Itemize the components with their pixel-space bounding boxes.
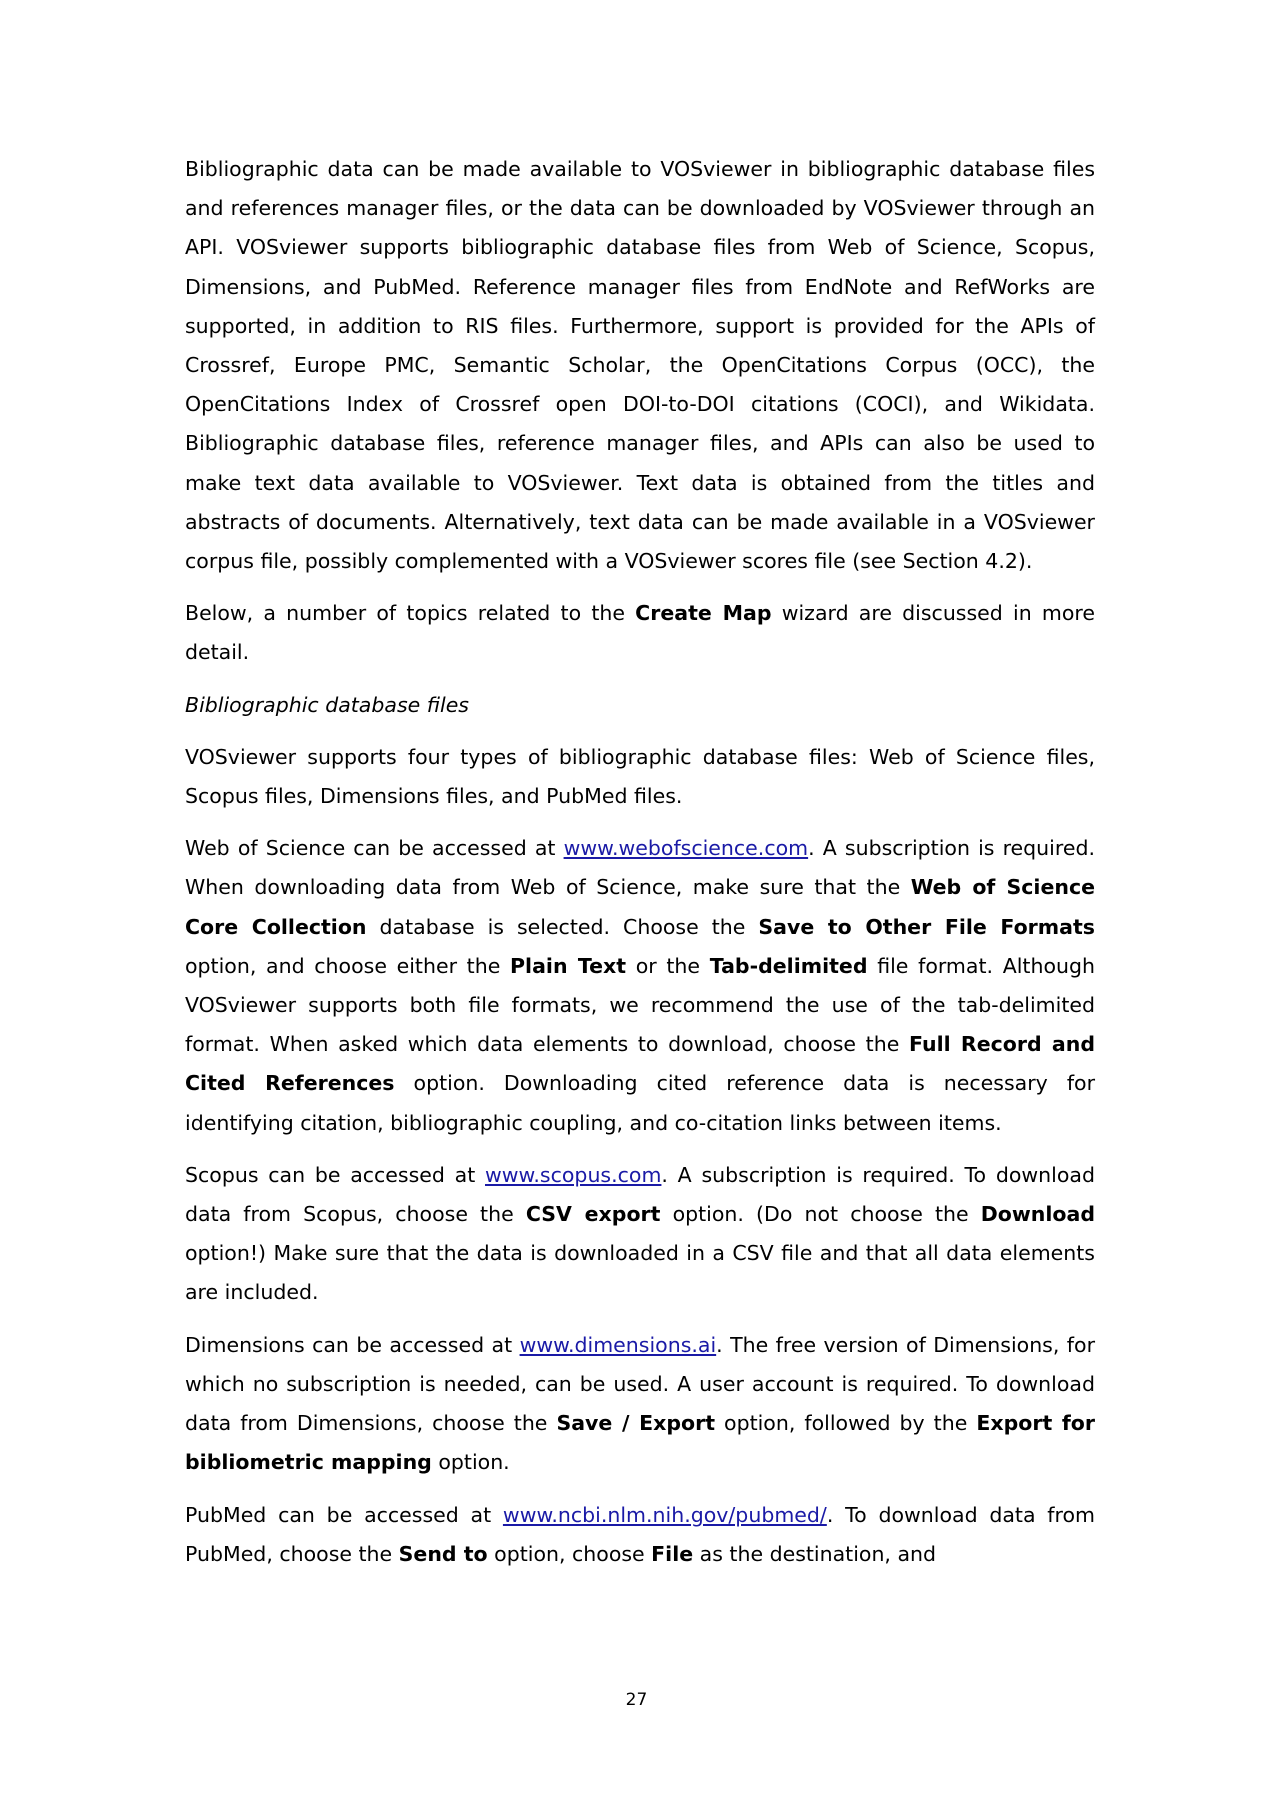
text: option!) Make sure that the data is downloaded in a CSV file and that all data elements are included.	[185, 1241, 1095, 1305]
bold-term: Save / Export	[556, 1411, 715, 1436]
text: option.	[431, 1450, 510, 1475]
text: . A subscription is required. When downloading data from Web of Science, make sure that the	[185, 836, 1095, 900]
text: file format. Although VOSviewer supports both file formats, we recommend the use of the tab-delimited format. When asked which data elements to download, choose the	[185, 953, 1095, 1057]
section-heading: Bibliographic database files	[185, 692, 469, 717]
bold-term-create-map: Create Map	[635, 601, 772, 626]
page-number: 27	[625, 1690, 648, 1710]
paragraph-web-of-science	[185, 829, 1095, 1143]
text: option, and choose either the	[185, 953, 511, 978]
bold-term: Download	[980, 1202, 1096, 1227]
bold-term: Tab-delimited	[709, 953, 868, 978]
link-webofscience[interactable]: www.webofscience.com	[563, 836, 809, 861]
paragraph-pubmed	[185, 1496, 1095, 1574]
bold-term: Full Record and Cited References	[185, 1032, 1095, 1096]
text: PubMed can be accessed at	[185, 1502, 503, 1527]
text: . A subscription is required. To download data from Scopus, choose the	[185, 1162, 1095, 1227]
bold-term: Web of Science Core Collection	[185, 875, 1096, 939]
bold-term: CSV export	[525, 1202, 661, 1227]
bold-term: Save to Other File Formats	[758, 914, 1095, 939]
text: option. Downloading cited reference data is necessary for identifying citation, bibliographic coupling, and co-citation links between items.	[185, 1071, 1096, 1135]
text: . The free version of Dimensions, for which no subscription is needed, can be used. A user account is required. To download data from Dimensions, choose the	[185, 1332, 1095, 1436]
text: database is selected. Choose the	[366, 914, 759, 939]
bold-term: File	[651, 1541, 694, 1566]
paragraph-db-types: VOSviewer supports four types of bibliographic database files: Web of Science files, Scopus files, Dimensions files, and PubMed files.	[185, 744, 1095, 809]
text: Below, a number of topics related to the	[185, 601, 636, 626]
bold-term: Export for bibliometric mapping	[185, 1411, 1095, 1475]
bold-term: Send to	[398, 1541, 488, 1566]
text: option, choose	[487, 1541, 652, 1566]
paragraph-dimensions	[185, 1326, 1095, 1483]
text: . To download data from PubMed, choose the	[185, 1502, 1096, 1566]
text: or the	[626, 953, 710, 978]
link-pubmed[interactable]: www.ncbi.nlm.nih.gov/pubmed/	[502, 1502, 827, 1527]
page-body	[185, 150, 1095, 1587]
paragraph-topics	[185, 594, 1095, 672]
text: Scopus can be accessed at	[185, 1162, 485, 1187]
text: Dimensions can be accessed at	[185, 1332, 520, 1357]
text: Web of Science can be accessed at	[185, 836, 564, 861]
paragraph-intro: Bibliographic data can be made available to VOSviewer in bibliographic database files and references manager files, or the data can be downloaded by VOSviewer through an API. VOSviewer supports bibliographic database files from Web of Science, Scopus, Dimensions, and PubMed. Reference manager files from EndNote and RefWorks are supported, in addition to RIS files. Furthermore, support is provided for the APIs of Crossref, Europe PMC, Semantic Scholar, the OpenCitations Corpus (OCC), the OpenCitations Index of Crossref open DOI-to-DOI citations (COCI), and Wikidata. Bibliographic database files, reference manager files, and APIs can also be used to make text data available to VOSviewer. Text data is obtained from the titles and abstracts of documents. Alternatively, text data can be made available in a VOSviewer corpus file, possibly complemented with a VOSviewer scores file (see Section 4.2).	[185, 157, 1095, 574]
bold-term: Plain Text	[510, 953, 627, 978]
text: as the destination, and	[693, 1541, 937, 1566]
paragraph-scopus	[185, 1156, 1095, 1313]
link-scopus[interactable]: www.scopus.com	[485, 1162, 662, 1187]
link-dimensions[interactable]: www.dimensions.ai	[519, 1332, 717, 1357]
text: option. (Do not choose the	[660, 1202, 981, 1227]
text: option, followed by the	[715, 1411, 977, 1436]
text: wizard are discussed in more detail.	[185, 601, 1096, 665]
